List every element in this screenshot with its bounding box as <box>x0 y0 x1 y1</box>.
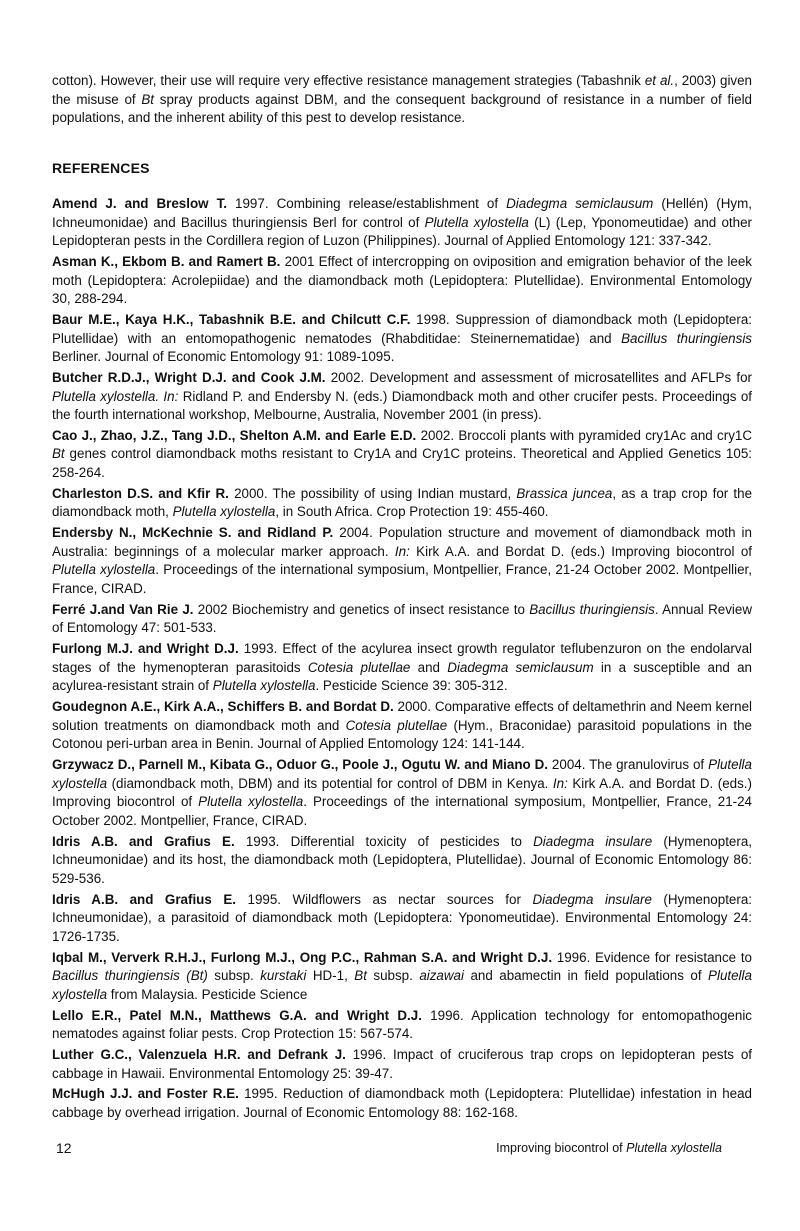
reference-italic: In: <box>552 775 568 791</box>
references-heading: REFERENCES <box>52 160 150 176</box>
reference-italic: Plutella xylostella <box>52 968 752 1002</box>
reference-year: 1995. <box>238 1086 283 1102</box>
reference-year: 1993. <box>234 833 291 849</box>
reference-text: and abamectin in field populations of <box>463 968 709 984</box>
reference-entry <box>52 640 752 696</box>
reference-text: Application technology for entomopathogenic nematodes against foliar pests. Crop Protection 15: 567-574. <box>52 1007 752 1042</box>
reference-italic: Bacillus thuringiensis <box>621 330 752 346</box>
reference-text: Berliner. Journal of Economic Entomology 91: 1089-1095. <box>52 349 395 365</box>
reference-italic: Bacillus thuringiensis (Bt) <box>52 968 208 984</box>
reference-text: from Malaysia. Pesticide Science <box>107 986 308 1002</box>
reference-year: 2000. <box>228 485 273 501</box>
reference-text: Kirk A.A. and Bordat D. (eds.) Improving biocontrol of <box>409 543 752 559</box>
reference-italic: Diadegma insulare <box>532 891 652 907</box>
reference-entry <box>52 369 752 425</box>
page-number: 12 <box>56 1140 72 1156</box>
reference-year: 1993. <box>238 641 283 657</box>
reference-text: subsp. <box>207 968 261 984</box>
reference-authors: Idris A.B. and Grafius E. <box>52 891 236 907</box>
reference-text: subsp. <box>366 968 420 984</box>
reference-italic: aizawai <box>419 968 464 984</box>
reference-year: 1995. <box>235 891 293 907</box>
reference-text: Biochemistry and genetics of insect resistance to <box>231 601 530 617</box>
reference-text: The possibility of using Indian mustard, <box>272 485 517 501</box>
reference-text: (diamondback moth, DBM) and its potential for control of DBM in Kenya. <box>107 775 553 791</box>
intro-paragraph <box>52 72 752 128</box>
reference-entry <box>52 427 752 483</box>
reference-italic: Diadegma insulare <box>533 833 653 849</box>
reference-text: . Annual Review of Entomology 47: 501-533. <box>52 601 752 636</box>
reference-entry <box>52 698 752 754</box>
intro-text: cotton). However, their use will require very effective resistance management strategies (Tabashnik <box>52 73 645 88</box>
reference-italic: Diadegma semiclausum <box>506 196 654 211</box>
reference-italic: Plutella xylostella <box>172 504 276 520</box>
reference-authors: Grzywacz D., Parnell M., Kibata G., Oduor G., Poole J., Ogutu W. and Miano D. <box>52 757 549 773</box>
reference-authors: Cao J., Zhao, J.Z., Tang J.D., Shelton A.M. and Earle E.D. <box>52 427 417 443</box>
running-title <box>496 1141 722 1155</box>
reference-authors: Iqbal M., Ververk R.H.J., Furlong M.J., Ong P.C., Rahman S.A. and Wright D.J. <box>52 949 553 965</box>
reference-authors: McHugh J.J. and Foster R.E. <box>52 1086 239 1102</box>
reference-text: Development and assessment of microsatellites and AFLPs for <box>369 369 752 385</box>
reference-year: 1996. <box>552 949 595 965</box>
reference-entry <box>52 601 752 638</box>
reference-year: 2004. <box>548 757 590 773</box>
intro-text: spray products against DBM, and the consequent background of resistance in a number of field populations, and the inherent ability of this pest to develop resistance. <box>52 91 753 126</box>
reference-text: HD-1, <box>306 968 355 984</box>
reference-italic: Cotesia plutellae <box>345 717 448 733</box>
reference-year: 2002 <box>193 601 232 617</box>
references-list <box>52 195 752 1125</box>
reference-entry <box>52 949 752 1005</box>
reference-year: 1996. <box>421 1007 472 1023</box>
reference-year: 2000. <box>393 699 435 715</box>
reference-entry <box>52 253 752 309</box>
reference-year: 2001 <box>280 253 319 269</box>
reference-italic: In: <box>394 543 410 559</box>
reference-italic: Bacillus thuringiensis <box>529 601 655 617</box>
reference-authors: Endersby N., McKechnie S. and Ridland P. <box>52 525 334 541</box>
reference-text: Wildflowers as nectar sources for <box>292 891 533 907</box>
reference-text: Broccoli plants with pyramided cry1Ac and cry1C <box>458 427 753 443</box>
running-title-text: Improving biocontrol of <box>496 1141 627 1155</box>
reference-italic: Bt <box>354 968 367 984</box>
reference-text: Kirk A.A. and Bordat D. (eds.) Improving biocontrol of <box>52 775 752 810</box>
reference-year: 2002. <box>325 369 370 385</box>
reference-authors: Butcher R.D.J., Wright D.J. and Cook J.M. <box>52 369 326 385</box>
reference-authors: Amend J. and Breslow T. <box>52 196 227 211</box>
reference-text: Reduction of diamondback moth (Lepidoptera: Plutellidae) infestation in head cabbage by overhead irrigation. Journal of Economic Entomology 88: 162-168. <box>52 1086 753 1120</box>
reference-authors: Idris A.B. and Grafius E. <box>52 833 235 849</box>
reference-year: 2004. <box>333 525 379 541</box>
reference-italic: Plutella xylostella <box>424 214 529 230</box>
reference-italic: Bt <box>52 446 65 462</box>
intro-text: , 2003) given the misuse of <box>52 73 753 107</box>
intro-italic: Bt <box>141 91 155 107</box>
reference-text: (Hymenoptera, Ichneumonidae) and its host, the diamondback moth (Lepidoptera, Plutellidae). Journal of Economic Entomology 86: 529-536. <box>52 833 752 886</box>
reference-text: genes control diamondback moths resistant to Cry1A and Cry1C proteins. Theoretical and Applied Genetics 105: 258-264. <box>52 446 752 481</box>
reference-text: The granulovirus of <box>589 757 709 773</box>
reference-entry <box>52 195 752 251</box>
reference-text: Effect of the acylurea insect growth regulator teflubenzuron on the endolarval stages of the hymenopteran parasitoids <box>52 641 753 675</box>
reference-text: (Hellén) (Hym, Ichneumonidae) and Bacillus thuringiensis Berl for control of <box>52 196 752 230</box>
reference-text: Population structure and movement of diamondback moth in Australia: beginnings of a molecular marker approach. <box>52 525 752 559</box>
reference-italic: Plutella xylostella. In: <box>52 388 179 404</box>
reference-text: Impact of cruciferous trap crops on lepidopteran pests of cabbage in Hawaii. Environmental Entomology 25: 39-47. <box>52 1046 752 1081</box>
reference-italic: Brassica juncea <box>516 485 613 501</box>
reference-text: Differential toxicity of pesticides to <box>290 833 534 849</box>
reference-italic: Plutella xylostella <box>52 562 156 578</box>
reference-year: 1996. <box>345 1046 394 1062</box>
reference-text: . Proceedings of the international symposium, Montpellier, France, 21-24 October 2002. Montpellier, France, CIRAD. <box>52 562 752 596</box>
reference-text: and <box>410 659 448 675</box>
reference-entry <box>52 311 752 367</box>
reference-text: (Hym., Braconidae) parasitoid populations in the Cotonou peri-urban area in Benin. Journal of Applied Entomology 124: 141-144. <box>52 717 752 752</box>
reference-text: , as a trap crop for the diamondback moth, <box>52 485 753 520</box>
reference-authors: Luther G.C., Valenzuela H.R. and Defrank J. <box>52 1046 346 1062</box>
reference-authors: Goudegnon A.E., Kirk A.A., Schiffers B. and Bordat D. <box>52 699 394 715</box>
reference-authors: Lello E.R., Patel M.N., Matthews G.A. and Wright D.J. <box>52 1007 422 1023</box>
reference-text: . Pesticide Science 39: 305-312. <box>315 678 508 694</box>
reference-authors: Charleston D.S. and Kfir R. <box>52 485 229 501</box>
reference-entry <box>52 1085 752 1122</box>
reference-authors: Furlong M.J. and Wright D.J. <box>52 641 239 657</box>
reference-text: . Proceedings of the international symposium, Montpellier, France, 21-24 October 2002. Montpellier, France, CIRAD. <box>52 794 752 828</box>
reference-entry <box>52 485 752 522</box>
reference-text: Combining release/establishment of <box>276 196 507 211</box>
reference-italic: Plutella xylostella <box>52 757 752 791</box>
reference-authors: Baur M.E., Kaya H.K., Tabashnik B.E. and Chilcutt C.F. <box>52 311 411 327</box>
reference-entry <box>52 1007 752 1044</box>
reference-entry <box>52 524 752 598</box>
reference-text: Ridland P. and Endersby N. (eds.) Diamondback moth and other crucifer pests. Proceedings of the fourth international workshop, Melbourne, Australia, November 2001 (in press). <box>52 388 752 423</box>
reference-entry <box>52 756 752 830</box>
running-title-italic: Plutella xylostella <box>626 1141 722 1155</box>
reference-text: Comparative effects of deltamethrin and Neem kernel solution treatments on diamondback moth and <box>52 699 753 733</box>
reference-entry <box>52 1046 752 1083</box>
reference-entry <box>52 833 752 889</box>
reference-text: (L) (Lep, Yponomeutidae) and other Lepidopteran pests in the Cordillera region of Luzon (Philippines). Journal of Applied Entomology 121: 337-342. <box>52 214 752 249</box>
reference-authors: Ferré J.and Van Rie J. <box>52 601 194 617</box>
intro-italic: et al. <box>644 73 675 88</box>
reference-authors: Asman K., Ekbom B. and Ramert B. <box>52 253 281 269</box>
reference-text: in a susceptible and an acylurea-resistant strain of <box>52 659 752 694</box>
reference-italic: Plutella xylostella <box>212 678 316 694</box>
reference-year: 1997. <box>227 196 277 211</box>
reference-text: (Hymenoptera: Ichneumonidae), a parasitoid of diamondback moth (Lepidoptera: Yponomeutidae). Environmental Entomology 24: 1726-1735. <box>52 891 752 944</box>
reference-italic: kurstaki <box>260 968 307 984</box>
reference-text: Evidence for resistance to <box>594 949 752 965</box>
reference-italic: Plutella xylostella <box>198 794 304 810</box>
reference-text: Suppression of diamondback moth (Lepidoptera: Plutellidae) with an entomopathogenic nematodes (Rhabditidae: Steinernematidae) and <box>52 311 752 346</box>
reference-year: 2002. <box>416 427 459 443</box>
reference-year: 1998. <box>410 311 456 327</box>
reference-entry <box>52 891 752 947</box>
reference-italic: Cotesia plutellae <box>307 659 411 675</box>
reference-italic: Diadegma semiclausum <box>447 659 594 675</box>
reference-text: Effect of intercropping on oviposition and emigration behavior of the leek moth (Lepidoptera: Acrolepiidae) and the diamondback moth (Lepidoptera: Plutellidae). Environmental Entomology 30, 288-294. <box>52 253 752 307</box>
reference-text: , in South Africa. Crop Protection 19: 455-460. <box>275 504 549 520</box>
